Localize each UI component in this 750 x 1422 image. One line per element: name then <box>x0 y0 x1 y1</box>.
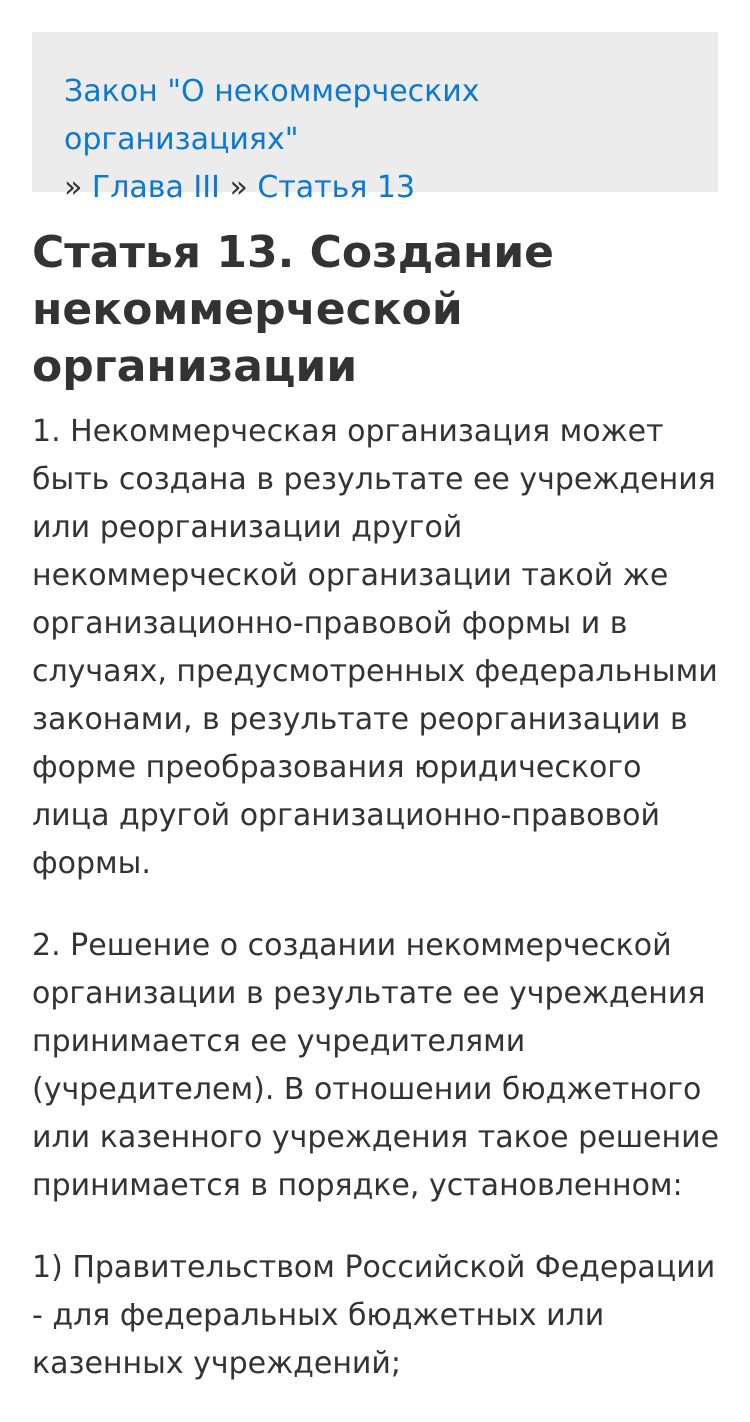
article-paragraph-1: 1. Некоммерческая организация может быть создана в результате ее учреждения или реорганизации другой некоммерческой организации такой же организационно-правовой формы и в случаях, предусмотренных федеральными законами, в результате реорганизации в форме преобразования юридического лица другой организационно-правовой формы. <box>32 414 718 881</box>
breadcrumb-law-link[interactable]: Закон "О некоммерческих организациях" <box>64 74 480 157</box>
article-paragraph-2: 2. Решение о создании некоммерческой организации в результате ее учреждения принимается ее учредителями (учредителем). В отношении бюджетного или казенного учреждения такое решение принимается в порядке, установленном: <box>32 928 720 1203</box>
article-body <box>32 408 728 1422</box>
breadcrumb-separator: » <box>64 170 83 205</box>
page-title: Статья 13. Создание некоммерческой организации <box>32 227 555 392</box>
breadcrumb <box>32 32 718 205</box>
breadcrumb-separator: » <box>229 170 248 205</box>
article-paragraph-3: 1) Правительством Российской Федерации - для федеральных бюджетных или казенных учреждений; <box>32 1250 716 1381</box>
breadcrumb-chapter-link[interactable]: Глава III <box>91 170 220 205</box>
breadcrumb-article-link[interactable]: Статья 13 <box>257 170 416 205</box>
